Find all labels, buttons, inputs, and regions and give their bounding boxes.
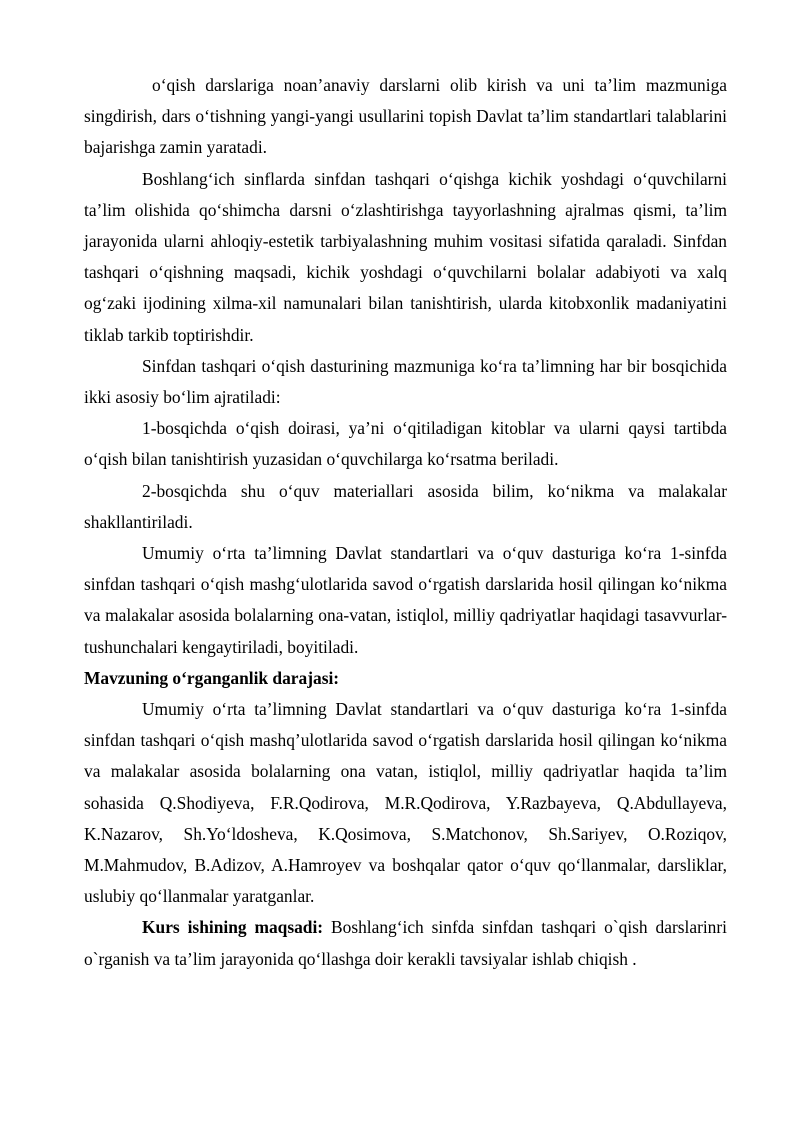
section-heading: Mavzuning o‘rganganlik darajasi: [84, 667, 340, 688]
paragraph-standards: Umumiy o‘rta ta’limning Davlat standartlari va o‘quv dasturiga ko‘ra 1-sinfda sinfdan tashqari o‘qish mashg‘ulotlarida savod o‘rgatish darslarida hosil qilingan ko‘nikma va malakalar asosida bolalarning ona-vatan, istiqlol, milliy qadriyatlar haqidagi tasavvurlar-tushunchalari kengaytiriladi, boyitiladi. [84, 543, 727, 657]
paragraph-stage-one: 1-bosqichda o‘qish doirasi, ya’ni o‘qitiladigan kitoblar va ularni qaysi tartibda o‘qish bilan tanishtirish yuzasidan o‘quvchilarga ko‘rsatma beriladi. [84, 418, 727, 470]
paragraph-program-content: Sinfdan tashqari o‘qish dasturining mazmuniga ko‘ra ta’limning har bir bosqichida ikki asosiy bo‘lim ajratiladi: [84, 355, 727, 408]
paragraph-authors: Umumiy o‘rta ta’limning Davlat standartlari va o‘quv dasturiga ko‘ra 1-sinfda sinfdan tashqari o‘qish mashq’ulotlarida savod o‘rgatish darslarida hosil qilingan ko‘nikma va malakalar asosida bolalarning ona vatan, istiqlol, milliy qadriyatlar haqida ta’lim sohasida Q.Shodiyeva, F.R.Qodirova, M.R.Qodirova, Y.Razbayeva, Q.Abdullayeva, K.Nazarov, Sh.Yo‘ldosheva, K.Qosimova, S.Matchonov, Sh.Sariyev, O.Roziqov, M.Mahmudov, B.Adizov, A.Hamroyev va boshqalar qator o‘quv qo‘llanmalar, darsliklar, uslubiy qo‘llanmalar yaratganlar. [84, 699, 727, 907]
goal-label: Kurs ishining maqsadi: [142, 917, 324, 938]
paragraph-goal [84, 912, 727, 974]
document-body [84, 70, 727, 975]
paragraph-intro: o‘qish darslariga noan’anaviy darslarni olib kirish va uni ta’lim mazmuniga singdirish, dars o‘tishning yangi-yangi usullarini topish Davlat ta’lim standartlari talablarini bajarishga zamin yaratadi. [84, 75, 727, 158]
paragraph-stage-two: 2-bosqichda shu o‘quv materiallari asosida bilim, ko‘nikma va malakalar shakllantiriladi. [84, 480, 727, 532]
paragraph-primary-classes: Boshlang‘ich sinflarda sinfdan tashqari o‘qishga kichik yoshdagi o‘quvchilarni ta’lim olishida qo‘shimcha darsni o‘zlashtirishga tayyorlashning ajralmas qismi, ta’lim jarayonida ularni ahloqiy-estetik tarbiyalashning muhim vositasi sifatida qaraladi. Sinfdan tashqari o‘qishning maqsadi, kichik yoshdagi o‘quvchilarni bolalar adabiyoti va xalq og‘zaki ijodining xilma-xil namunalari bilan tanishtirish, ularda kitobxonlik madaniyatini tiklab tarkib toptirishdir. [84, 168, 727, 345]
goal-text: Boshlang‘ich sinfda sinfdan tashqari o`qish darslarinri o`rganish va ta’lim jarayonida qo‘llashga doir kerakli tavsiyalar ishlab chiqish . [84, 917, 728, 969]
